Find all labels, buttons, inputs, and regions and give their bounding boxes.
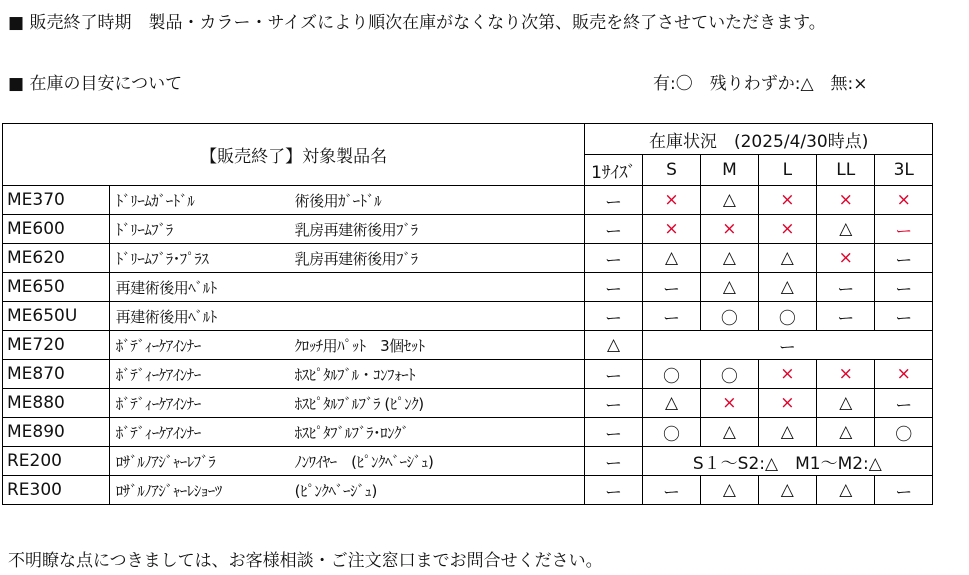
stock-cell: ー bbox=[875, 476, 933, 505]
stock-cell: × bbox=[758, 186, 816, 215]
stock-merged-cell: S１～S2:△ M1～M2:△ bbox=[642, 447, 932, 476]
stock-cell: ー bbox=[585, 244, 642, 273]
product-code: ME370 bbox=[3, 186, 110, 215]
product-detail bbox=[289, 302, 585, 331]
stock-cell: × bbox=[758, 360, 816, 389]
stock-cell: △ bbox=[817, 418, 875, 447]
table-row bbox=[3, 215, 933, 244]
stock-cell: × bbox=[701, 389, 758, 418]
product-name: ﾄﾞﾘｰﾑﾌﾞﾗ bbox=[109, 215, 288, 244]
stock-cell: 〇 bbox=[875, 418, 933, 447]
stock-cell: △ bbox=[585, 331, 642, 360]
table-row bbox=[3, 389, 933, 418]
stock-cell: △ bbox=[701, 244, 758, 273]
table-row bbox=[3, 244, 933, 273]
stock-cell: × bbox=[817, 360, 875, 389]
table-row bbox=[3, 476, 933, 505]
stock-cell: △ bbox=[758, 244, 816, 273]
size-header: 3L bbox=[875, 155, 933, 186]
stock-cell: ー bbox=[875, 302, 933, 331]
product-detail: ﾎｽﾋﾟﾀﾙﾌﾞﾙﾌﾞﾗ (ﾋﾟﾝｸ) bbox=[289, 389, 585, 418]
stock-cell: × bbox=[758, 389, 816, 418]
stock-cell: ー bbox=[585, 273, 642, 302]
product-header: 【販売終了】対象製品名 bbox=[3, 124, 585, 186]
size-header: 1ｻｲｽﾞ bbox=[585, 155, 642, 186]
product-detail: ﾎｽﾋﾟﾀﾙﾌﾞﾙ・ｺﾝﾌｫｰﾄ bbox=[289, 360, 585, 389]
stock-cell: △ bbox=[701, 186, 758, 215]
table-row bbox=[3, 302, 933, 331]
stock-cell: ー bbox=[585, 215, 642, 244]
stock-cell: ー bbox=[817, 273, 875, 302]
table-row bbox=[3, 447, 933, 476]
product-code: ME890 bbox=[3, 418, 110, 447]
product-code: ME600 bbox=[3, 215, 110, 244]
product-name: ﾎﾞﾃﾞｨｰｹｱｲﾝﾅｰ bbox=[109, 389, 288, 418]
stock-cell: ー bbox=[585, 302, 642, 331]
product-detail: ﾉﾝﾜｲﾔｰ (ﾋﾟﾝｸﾍﾞｰｼﾞｭ) bbox=[289, 447, 585, 476]
size-header: L bbox=[758, 155, 816, 186]
stock-cell: ー bbox=[585, 360, 642, 389]
stock-cell: × bbox=[875, 360, 933, 389]
size-header: M bbox=[701, 155, 758, 186]
stock-merged-cell: ー bbox=[642, 331, 932, 360]
stock-cell: 〇 bbox=[642, 418, 700, 447]
stock-cell: × bbox=[642, 186, 700, 215]
product-name: 再建術後用ﾍﾞﾙﾄ bbox=[109, 273, 288, 302]
table-row bbox=[3, 186, 933, 215]
table-row bbox=[3, 360, 933, 389]
stock-cell: △ bbox=[642, 389, 700, 418]
stock-cell: △ bbox=[701, 273, 758, 302]
stock-cell: ー bbox=[585, 447, 642, 476]
product-code: ME650 bbox=[3, 273, 110, 302]
product-detail bbox=[289, 273, 585, 302]
stock-guide-title: ■ 在庫の目安について bbox=[8, 74, 183, 94]
stock-cell: ー bbox=[642, 302, 700, 331]
stock-cell: 〇 bbox=[642, 360, 700, 389]
product-detail: 術後用ｶﾞｰﾄﾞﾙ bbox=[289, 186, 585, 215]
stock-cell: ー bbox=[585, 418, 642, 447]
stock-cell: ー bbox=[585, 186, 642, 215]
size-header: LL bbox=[817, 155, 875, 186]
stock-cell: △ bbox=[817, 215, 875, 244]
stock-header: 在庫状況 (2025/4/30時点) bbox=[585, 124, 933, 155]
stock-cell: 〇 bbox=[701, 360, 758, 389]
product-detail: (ﾋﾟﾝｸﾍﾞｰｼﾞｭ) bbox=[289, 476, 585, 505]
table-row bbox=[3, 418, 933, 447]
stock-cell: × bbox=[817, 244, 875, 273]
stock-cell: ー bbox=[642, 476, 700, 505]
stock-cell: × bbox=[701, 215, 758, 244]
product-detail: 乳房再建術後用ﾌﾞﾗ bbox=[289, 244, 585, 273]
stock-cell: ー bbox=[875, 389, 933, 418]
end-period-notice: ■ 販売終了時期 製品・カラー・サイズにより順次在庫がなくなり次第、販売を終了させていただきます。 bbox=[8, 13, 826, 33]
stock-cell: ー bbox=[875, 215, 933, 244]
size-header: S bbox=[642, 155, 700, 186]
stock-cell: △ bbox=[817, 389, 875, 418]
stock-cell: × bbox=[875, 186, 933, 215]
product-code: ME720 bbox=[3, 331, 110, 360]
stock-table bbox=[2, 123, 933, 505]
table-row bbox=[3, 331, 933, 360]
product-code: ME650U bbox=[3, 302, 110, 331]
product-detail: 乳房再建術後用ﾌﾞﾗ bbox=[289, 215, 585, 244]
product-name: ﾎﾞﾃﾞｨｰｹｱｲﾝﾅｰ bbox=[109, 360, 288, 389]
stock-cell: △ bbox=[758, 418, 816, 447]
stock-cell: △ bbox=[642, 244, 700, 273]
product-code: RE200 bbox=[3, 447, 110, 476]
product-name: ﾎﾞﾃﾞｨｰｹｱｲﾝﾅｰ bbox=[109, 418, 288, 447]
product-name: ﾄﾞﾘｰﾑｶﾞｰﾄﾞﾙ bbox=[109, 186, 288, 215]
stock-cell: ー bbox=[642, 273, 700, 302]
stock-legend: 有:〇 残りわずか:△ 無:× bbox=[653, 74, 868, 94]
stock-cell: × bbox=[642, 215, 700, 244]
table-row bbox=[3, 273, 933, 302]
stock-cell: 〇 bbox=[758, 302, 816, 331]
product-code: RE300 bbox=[3, 476, 110, 505]
stock-table-body bbox=[3, 186, 933, 505]
product-name: ﾎﾞﾃﾞｨｰｹｱｲﾝﾅｰ bbox=[109, 331, 288, 360]
stock-cell: ー bbox=[875, 273, 933, 302]
product-code: ME620 bbox=[3, 244, 110, 273]
stock-cell: ー bbox=[875, 244, 933, 273]
stock-cell: △ bbox=[758, 273, 816, 302]
footer-contact-note: 不明瞭な点につきましては、お客様相談・ご注文窓口までお問合せください。 bbox=[8, 551, 603, 571]
stock-cell: × bbox=[817, 186, 875, 215]
stock-cell: △ bbox=[817, 476, 875, 505]
product-name: 再建術後用ﾍﾞﾙﾄ bbox=[109, 302, 288, 331]
stock-cell: △ bbox=[701, 476, 758, 505]
stock-cell: △ bbox=[701, 418, 758, 447]
stock-cell: × bbox=[758, 215, 816, 244]
product-name: ﾛｻﾞﾙﾉｱｼﾞｬｰﾚﾌﾞﾗ bbox=[109, 447, 288, 476]
stock-cell: ー bbox=[585, 476, 642, 505]
product-code: ME880 bbox=[3, 389, 110, 418]
stock-cell: 〇 bbox=[701, 302, 758, 331]
product-detail: ｸﾛｯﾁ用ﾊﾟｯﾄ 3個ｾｯﾄ bbox=[289, 331, 585, 360]
product-code: ME870 bbox=[3, 360, 110, 389]
stock-cell: △ bbox=[758, 476, 816, 505]
product-name: ﾛｻﾞﾙﾉｱｼﾞｬｰﾚｼｮｰﾂ bbox=[109, 476, 288, 505]
stock-cell: ー bbox=[585, 389, 642, 418]
product-name: ﾄﾞﾘｰﾑﾌﾞﾗ･ﾌﾟﾗｽ bbox=[109, 244, 288, 273]
product-detail: ﾎｽﾋﾟﾀﾌﾞﾙﾌﾞﾗ･ﾛﾝｸﾞ bbox=[289, 418, 585, 447]
stock-cell: ー bbox=[817, 302, 875, 331]
